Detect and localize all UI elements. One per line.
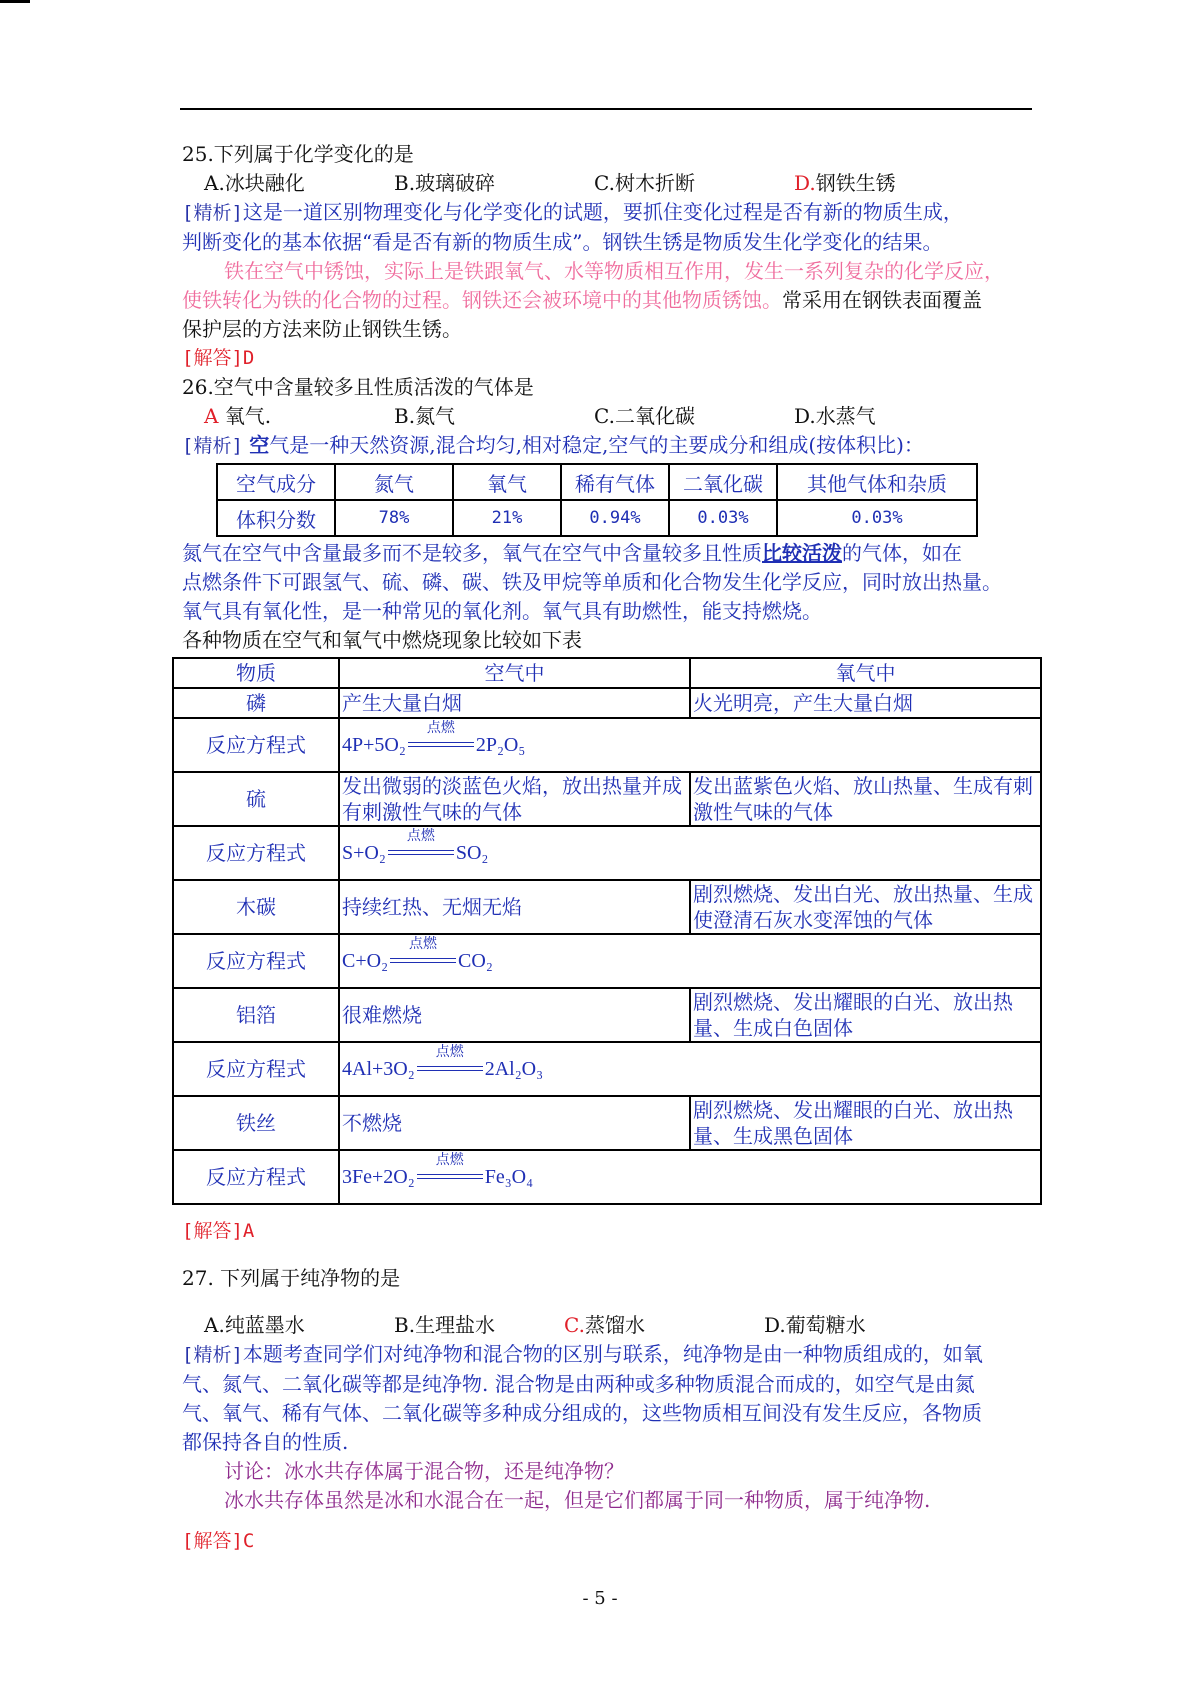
equation-right: SO₂ bbox=[455, 842, 489, 864]
in-air-cell: 产生大量白烟 bbox=[339, 688, 690, 718]
in-oxygen-cell: 发出蓝紫色火焰、放山热量、生成有刺激性气味的气体 bbox=[690, 772, 1041, 826]
equation-left: 4Al+3O₂ bbox=[342, 1058, 415, 1080]
q25-option-b: B.玻璃破碎 bbox=[394, 171, 496, 195]
combustion-row-iron bbox=[173, 1096, 1041, 1150]
q25-analysis-line2: 判断变化的基本依据“看是否有新的物质生成”。钢铁生锈是物质发生化学变化的结果。 bbox=[182, 230, 943, 254]
substance-name: 硫 bbox=[173, 772, 339, 826]
air-table-cell: 0.03% bbox=[669, 500, 777, 536]
q25-option-a: A.冰块融化 bbox=[204, 171, 305, 195]
reaction-condition: 点燃 bbox=[435, 1045, 464, 1061]
combustion-table bbox=[172, 657, 1042, 1205]
in-air-cell: 很难燃烧 bbox=[339, 988, 690, 1042]
air-table-value-row bbox=[217, 500, 977, 536]
combustion-row-sulfur bbox=[173, 772, 1041, 826]
combustion-header: 空气中 bbox=[339, 658, 690, 688]
q27-analysis-line3: 气、氧气、稀有气体、二氧化碳等多种成分组成的，这些物质相互间没有发生反应，各物质 bbox=[182, 1401, 982, 1425]
equation-right: 2P₂O₅ bbox=[475, 734, 526, 756]
reaction-arrow-icon bbox=[388, 829, 454, 860]
substance-name: 铁丝 bbox=[173, 1096, 339, 1150]
in-air-cell: 不燃烧 bbox=[339, 1096, 690, 1150]
q26-analysis: [精析] 空气是一种天然资源,混合均匀,相对稳定,空气的主要成分和组成(按体积比)： bbox=[182, 433, 924, 457]
equation-row-iron bbox=[173, 1150, 1041, 1204]
equation-label: 反应方程式 bbox=[173, 718, 339, 772]
q25-options bbox=[182, 169, 1052, 198]
q26-para4: 各种物质在空气和氧气中燃烧现象比较如下表 bbox=[182, 628, 582, 652]
reaction-condition: 点燃 bbox=[435, 1153, 464, 1169]
air-table-header-row bbox=[217, 464, 977, 500]
equation-cell bbox=[339, 934, 1041, 988]
air-table-row-label: 体积分数 bbox=[217, 500, 335, 536]
air-table-header: 氮气 bbox=[335, 464, 453, 500]
equation-label: 反应方程式 bbox=[173, 934, 339, 988]
substance-name: 磷 bbox=[173, 688, 339, 718]
q26-para3: 氧气具有氧化性，是一种常见的氧化剂。氧气具有助燃性，能支持燃烧。 bbox=[182, 599, 822, 623]
air-table-header: 空气成分 bbox=[217, 464, 335, 500]
substance-name: 铝箔 bbox=[173, 988, 339, 1042]
reaction-arrow-icon bbox=[417, 1045, 483, 1076]
reaction-condition: 点燃 bbox=[409, 937, 438, 953]
q27-option-b: B.生理盐水 bbox=[394, 1313, 496, 1337]
q26-option-a: A 氧气. bbox=[204, 404, 272, 428]
reaction-arrow-icon bbox=[390, 937, 456, 968]
q25-option-d: D.钢铁生锈 bbox=[794, 171, 896, 195]
q27-analysis-line1: [精析]本题考查同学们对纯净物和混合物的区别与联系，纯净物是由一种物质组成的，如氧 bbox=[182, 1342, 983, 1366]
equation-row-carbon bbox=[173, 934, 1041, 988]
q27-option-c: C.蒸馏水 bbox=[564, 1313, 645, 1337]
reaction-condition: 点燃 bbox=[426, 721, 455, 737]
equation-right: Fe₃O₄ bbox=[484, 1166, 534, 1188]
q25-analysis-line1: [精析]这是一道区别物理变化与化学变化的试题，要抓住变化过程是否有新的物质生成， bbox=[182, 200, 963, 224]
q25-rust-line3: 保护层的方法来防止钢铁生锈。 bbox=[182, 317, 462, 341]
air-table-header: 二氧化碳 bbox=[669, 464, 777, 500]
equation-left: 3Fe+2O₂ bbox=[342, 1166, 415, 1188]
combustion-row-aluminum bbox=[173, 988, 1041, 1042]
air-table-cell: 78% bbox=[335, 500, 453, 536]
equation-label: 反应方程式 bbox=[173, 826, 339, 880]
in-oxygen-cell: 剧烈燃烧、发出白光、放出热量、生成使澄清石灰水变浑蚀的气体 bbox=[690, 880, 1041, 934]
combustion-header: 氧气中 bbox=[690, 658, 1041, 688]
analysis-tag: [精析] bbox=[182, 202, 243, 224]
equation-label: 反应方程式 bbox=[173, 1042, 339, 1096]
q27-option-d: D.葡萄糖水 bbox=[764, 1313, 866, 1337]
q26-options bbox=[182, 402, 1052, 431]
q27-discussion-question: 讨论：冰水共存体属于混合物，还是纯净物？ bbox=[224, 1459, 624, 1483]
q25-option-c: C.树木折断 bbox=[594, 171, 695, 195]
in-air-cell: 持续红热、无烟无焰 bbox=[339, 880, 690, 934]
equation-cell bbox=[339, 826, 1041, 880]
q26-stem: 26.空气中含量较多且性质活泼的气体是 bbox=[182, 375, 534, 399]
q27-stem: 27. 下列属于纯净物的是 bbox=[182, 1266, 401, 1290]
in-air-cell: 发出微弱的淡蓝色火焰，放出热量并成有刺激性气味的气体 bbox=[339, 772, 690, 826]
substance-name: 木碳 bbox=[173, 880, 339, 934]
air-table-cell: 0.94% bbox=[561, 500, 669, 536]
q26-option-c: C.二氧化碳 bbox=[594, 404, 695, 428]
equation-right: CO₂ bbox=[458, 950, 493, 972]
q25-stem: 25.下列属于化学变化的是 bbox=[182, 142, 414, 166]
air-table-header: 其他气体和杂质 bbox=[777, 464, 977, 500]
in-oxygen-cell: 剧烈燃烧、发出耀眼的白光、放出热量、生成白色固体 bbox=[690, 988, 1041, 1042]
q25-rust-line1: 铁在空气中锈蚀，实际上是铁跟氧气、水等物质相互作用，发生一系列复杂的化学反应， bbox=[224, 259, 1004, 283]
air-table-header: 氧气 bbox=[453, 464, 561, 500]
reaction-arrow-icon bbox=[417, 1153, 483, 1184]
page-number: - 5 - bbox=[582, 1588, 618, 1609]
q27-options bbox=[182, 1311, 1052, 1340]
header-rule bbox=[180, 108, 1032, 110]
page-content bbox=[182, 140, 1052, 1556]
q26-para2: 点燃条件下可跟氢气、硫、磷、碳、铁及甲烷等单质和化合物发生化学反应，同时放出热量。 bbox=[182, 570, 1002, 594]
q27-answer: [解答]C bbox=[182, 1530, 255, 1552]
q27-analysis-line2: 气、氮气、二氧化碳等都是纯净物. 混合物是由两种或多种物质混合而成的，如空气是由氮 bbox=[182, 1372, 975, 1396]
q26-para1: 氮气在空气中含量最多而不是较多，氧气在空气中含量较多且性质比较活泼的气体，如在 bbox=[182, 541, 962, 565]
in-oxygen-cell: 火光明亮，产生大量白烟 bbox=[690, 688, 1041, 718]
corner-mark bbox=[0, 0, 30, 3]
equation-left: S+O₂ bbox=[342, 842, 386, 864]
equation-left: C+O₂ bbox=[342, 950, 389, 972]
in-oxygen-cell: 剧烈燃烧、发出耀眼的白光、放出热量、生成黑色固体 bbox=[690, 1096, 1041, 1150]
air-table-cell: 0.03% bbox=[777, 500, 977, 536]
equation-row-aluminum bbox=[173, 1042, 1041, 1096]
reaction-arrow-icon bbox=[408, 721, 474, 752]
equation-left: 4P+5O₂ bbox=[342, 734, 406, 756]
combustion-row-carbon bbox=[173, 880, 1041, 934]
q26-option-b: B.氮气 bbox=[394, 404, 456, 428]
q26-answer: [解答]A bbox=[182, 1220, 255, 1242]
air-table-header: 稀有气体 bbox=[561, 464, 669, 500]
q27-option-a: A.纯蓝墨水 bbox=[204, 1313, 305, 1337]
air-table-cell: 21% bbox=[453, 500, 561, 536]
equation-cell bbox=[339, 718, 1041, 772]
equation-right: 2Al₂O₃ bbox=[484, 1058, 544, 1080]
q26-option-d: D.水蒸气 bbox=[794, 404, 876, 428]
equation-row-sulfur bbox=[173, 826, 1041, 880]
q25-answer: [解答]D bbox=[182, 347, 255, 369]
combustion-header: 物质 bbox=[173, 658, 339, 688]
equation-cell bbox=[339, 1150, 1041, 1204]
equation-label: 反应方程式 bbox=[173, 1150, 339, 1204]
q27-discussion-answer: 冰水共存体虽然是冰和水混合在一起，但是它们都属于同一种物质，属于纯净物. bbox=[224, 1488, 931, 1512]
q27-analysis-line4: 都保持各自的性质. bbox=[182, 1430, 349, 1454]
combustion-row-phosphorus bbox=[173, 688, 1041, 718]
air-composition-table bbox=[216, 463, 978, 537]
equation-cell bbox=[339, 1042, 1041, 1096]
equation-row-phosphorus bbox=[173, 718, 1041, 772]
q25-rust-line2: 使铁转化为铁的化合物的过程。钢铁还会被环境中的其他物质锈蚀。常采用在钢铁表面覆盖 bbox=[182, 288, 982, 312]
combustion-header-row bbox=[173, 658, 1041, 688]
reaction-condition: 点燃 bbox=[406, 829, 435, 845]
